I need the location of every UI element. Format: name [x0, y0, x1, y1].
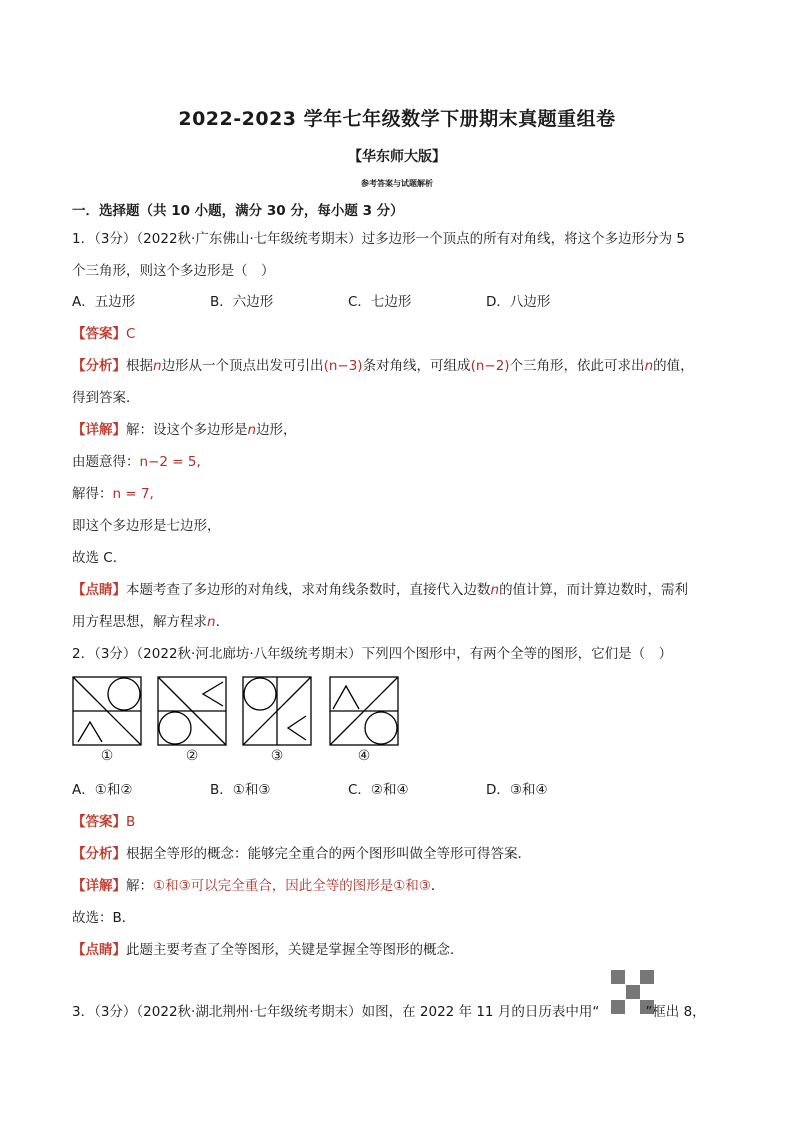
q1-answer: [72, 325, 135, 343]
q1-comment-line2: [72, 613, 220, 631]
comment-tag: 【点睛】: [72, 942, 126, 958]
equation: n−2 = 5,: [139, 454, 201, 470]
q3-stem: [72, 1003, 706, 1021]
q1-analysis-line2: 得到答案．: [72, 390, 140, 406]
figure-1: [72, 676, 142, 746]
comment-text: 本题考查了多边形的对角线，求对角线条数时，直接代入边数: [126, 582, 491, 598]
q1-comment-line1: [72, 581, 688, 599]
q2-answer: [72, 813, 135, 831]
detail-tag: 【详解】: [72, 422, 126, 438]
figure-4: [329, 676, 399, 746]
q2-analysis: [72, 845, 531, 863]
answer-value: B: [126, 814, 136, 830]
figure-3: [242, 676, 312, 746]
variable-n: n: [207, 614, 216, 630]
variable-n: n: [644, 358, 654, 374]
q1-step2: [72, 485, 154, 503]
q1-step1: [72, 453, 201, 471]
formula: (n−3): [323, 358, 363, 374]
edition-label: 【华东师大版】: [348, 149, 446, 165]
answer-value: C: [126, 326, 136, 342]
variable-n: n: [490, 582, 500, 598]
q2-option-c: C．②和④: [348, 782, 409, 798]
comment-tag: 【点睛】: [72, 582, 126, 598]
q1-option-b: B．六边形: [210, 294, 274, 310]
q2-option-d: D．③和④: [486, 782, 548, 798]
q1-analysis-line1: [72, 357, 694, 375]
detail-text: 解：设这个多边形是: [126, 422, 248, 438]
analysis-text: 根据全等形的概念：能够完全重合的两个图形叫做全等形可得答案．: [126, 846, 531, 862]
caption-label: 参考答案与试题解析: [361, 179, 433, 188]
analysis-tag: 【分析】: [72, 358, 126, 374]
q2-stem: 2．（3分）（2022秋·河北廊坊·八年级统考期末）下列四个图形中，有两个全等的图形，它们是（ ）: [72, 646, 673, 662]
detail-text: 边形，: [256, 422, 297, 438]
step-text: 解得：: [72, 486, 113, 502]
q1-stem-line1: 1．（3分）（2022秋·广东佛山·七年级统考期末）过多边形一个顶点的所有对角线，将这个多边形分为 5: [72, 231, 685, 247]
analysis-tag: 【分析】: [72, 846, 126, 862]
detail-highlight: ①和③可以完全重合，因此全等的图形是①和③: [153, 878, 431, 894]
q1-option-c: C．七边形: [348, 294, 412, 310]
section-heading: 一．选择题（共 10 小题，满分 30 分，每小题 3 分）: [72, 203, 404, 219]
q3-text: 3．（3分）（2022秋·湖北荆州·七年级统考期末）如图，在 2022 年 11 月的日历表中用“: [72, 1004, 600, 1020]
analysis-text: 根据: [126, 358, 153, 374]
comment-text: 的值计算，而计算边数时，需利: [499, 582, 689, 598]
page-title: 2022-2023 学年七年级数学下册期末真题重组卷: [178, 108, 616, 130]
q2-detail: [72, 877, 444, 895]
analysis-text: 条对角线，可组成: [362, 358, 471, 374]
q1-stem-line2: 个三角形，则这个多边形是（ ）: [72, 263, 275, 279]
q1-step4: 故选 C．: [72, 550, 127, 566]
answer-tag: 【答案】: [72, 814, 126, 830]
comment-text: 此题主要考查了全等图形，关键是掌握全等图形的概念．: [126, 942, 464, 958]
comment-text: 用方程思想，解方程求: [72, 614, 207, 630]
analysis-text: 的值，: [653, 358, 694, 374]
detail-tag: 【详解】: [72, 878, 126, 894]
comment-text: .: [215, 614, 220, 630]
variable-n: n: [247, 422, 257, 438]
q2-option-b: B．①和③: [210, 782, 271, 798]
q2-option-a: A．①和②: [72, 782, 133, 798]
formula: (n−2): [470, 358, 510, 374]
q2-comment: [72, 941, 464, 959]
q1-option-d: D．八边形: [486, 294, 551, 310]
detail-text: ．: [430, 878, 445, 894]
step-text: 由题意得：: [72, 454, 140, 470]
figure-label-3: ③: [270, 748, 284, 764]
q2-step: 故选：B．: [72, 910, 136, 926]
figure-label-4: ④: [357, 748, 371, 764]
variable-n: n: [153, 358, 162, 374]
q1-detail: [72, 421, 297, 439]
detail-text: 解：: [126, 878, 153, 894]
equation: n = 7,: [112, 486, 154, 502]
figure-label-2: ②: [185, 748, 199, 764]
answer-tag: 【答案】: [72, 326, 126, 342]
analysis-text: 个三角形，依此可求出: [509, 358, 645, 374]
q1-option-a: A．五边形: [72, 294, 136, 310]
analysis-text: 边形从一个顶点出发可引出: [161, 358, 324, 374]
figure-2: [157, 676, 227, 746]
figure-label-1: ①: [100, 748, 114, 764]
q3-text: ”框出 8，: [645, 1004, 706, 1020]
q1-step3: 即这个多边形是七边形，: [72, 518, 221, 534]
